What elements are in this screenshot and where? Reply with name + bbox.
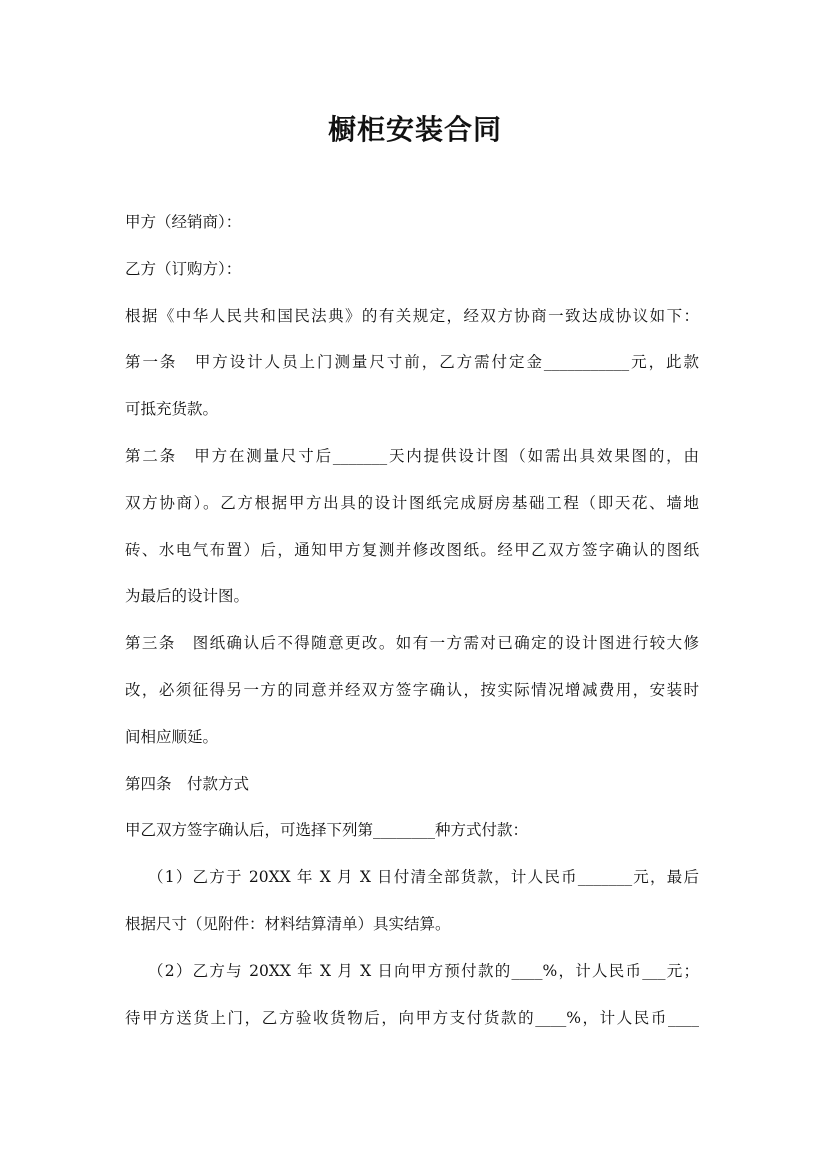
text-line: 可抵充货款。	[125, 400, 219, 419]
text-line: 为最后的设计图。	[125, 587, 250, 606]
text-line: 第四条 付款方式	[125, 774, 250, 793]
text-line: 第一条 甲方设计人员上门测量尺寸前，乙方需付定金___________元，此款	[125, 353, 699, 372]
text-line: 待甲方送货上门，乙方验收货物后，向甲方支付货款的____%，计人民币____	[125, 1008, 699, 1027]
contract-body	[125, 199, 699, 1041]
text-line: 间相应顺延。	[125, 727, 219, 746]
text-line: 乙方（订购方）：	[125, 259, 242, 278]
text-line: 双方协商）。乙方根据甲方出具的设计图纸完成厨房基础工程（即天花、墙地	[125, 493, 699, 512]
text-line: 根据尺寸（见附件：材料结算清单）具实结算。	[125, 914, 451, 933]
text-line: 甲乙双方签字确认后，可选择下列第________种方式付款：	[125, 821, 529, 840]
text-line: 根据《中华人民共和国民法典》的有关规定，经双方协商一致达成协议如下：	[125, 306, 699, 325]
text-line: （1）乙方于 20XX 年 X 月 X 日付清全部货款，计人民币_______元，最后	[148, 868, 699, 887]
text-line: 砖、水电气布置）后，通知甲方复测并修改图纸。经甲乙双方签字确认的图纸	[125, 540, 699, 559]
text-line: 改，必须征得另一方的同意并经双方签字确认，按实际情况增减费用，安装时	[125, 680, 699, 699]
document-title: 橱柜安装合同	[327, 113, 502, 146]
text-line: 第二条 甲方在测量尺寸后_______天内提供设计图（如需出具效果图的，由	[125, 446, 699, 465]
text-line: （2）乙方与 20XX 年 X 月 X 日向甲方预付款的____%，计人民币___元；	[148, 961, 699, 980]
text-line: 第三条 图纸确认后不得随意更改。如有一方需对已确定的设计图进行较大修	[125, 634, 699, 653]
text-line: 甲方（经销商）：	[125, 213, 242, 231]
